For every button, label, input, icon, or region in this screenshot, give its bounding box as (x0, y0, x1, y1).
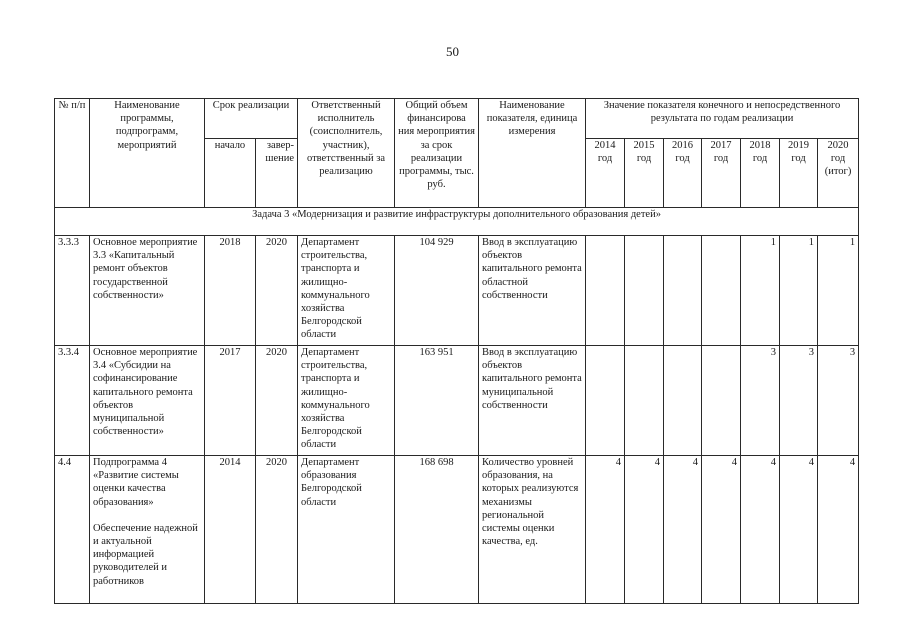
header-num: № п/п (55, 99, 90, 208)
row-value: 4 (664, 456, 702, 604)
row-value: 4 (818, 456, 859, 604)
row-funding: 163 951 (395, 346, 479, 456)
row-funding: 168 698 (395, 456, 479, 604)
header-period: Срок реализации (205, 99, 298, 139)
row-start: 2014 (205, 456, 256, 604)
row-value (664, 236, 702, 346)
task-title: Задача 3 «Модернизация и развитие инфраструктуры дополнительного образования детей» (55, 208, 859, 236)
row-value: 4 (741, 456, 780, 604)
row-value (586, 346, 625, 456)
row-value (702, 346, 741, 456)
row-value (625, 236, 664, 346)
task-row (55, 208, 859, 236)
row-num: 3.3.3 (55, 236, 90, 346)
row-num: 3.3.4 (55, 346, 90, 456)
header-name: Наименование программы, подпрограмм, мероприятий (90, 99, 205, 208)
header-values-title: Значение показателя конечного и непосредственного результата по годам реализации (586, 99, 859, 139)
header-year: 2014 год (586, 139, 625, 208)
row-executor: Департамент строительства, транспорта и жилищно-коммунального хозяйства Белгородской области (298, 236, 395, 346)
row-name: Подпрограмма 4 «Развитие системы оценки качества образования» (93, 457, 179, 508)
table-row (55, 236, 859, 346)
header-year: 2016 год (664, 139, 702, 208)
row-end: 2020 (256, 456, 298, 604)
header-indicator: Наименование показателя, единица измерения (479, 99, 586, 208)
row-value: 1 (780, 236, 818, 346)
page-number: 50 (446, 44, 459, 59)
header-year: 2018 год (741, 139, 780, 208)
row-value: 4 (780, 456, 818, 604)
row-value: 3 (818, 346, 859, 456)
row-end: 2020 (256, 346, 298, 456)
header-year: 2017 год (702, 139, 741, 208)
row-value (586, 236, 625, 346)
row-indicator: Количество уровней образования, на которых реализуются механизмы региональной системы оценки качества, ед. (479, 456, 586, 604)
row-start: 2018 (205, 236, 256, 346)
header-end: завер-шение (256, 139, 298, 208)
row-value: 4 (586, 456, 625, 604)
row-value: 4 (702, 456, 741, 604)
row-end: 2020 (256, 236, 298, 346)
row-name: Основное мероприятие 3.4 «Субсидии на софинансирование капитального ремонта объектов муниципальной собственности» (90, 346, 205, 456)
header-executor: Ответственный исполнитель (соисполнитель, участник), ответственный за реализацию (298, 99, 395, 208)
row-indicator: Ввод в эксплуатацию объектов капитального ремонта областной собственности (479, 236, 586, 346)
row-executor: Департамент образования Белгородской области (298, 456, 395, 604)
row-num: 4.4 (55, 456, 90, 604)
row-value: 3 (741, 346, 780, 456)
header-year: 2020 год (итог) (818, 139, 859, 208)
row-start: 2017 (205, 346, 256, 456)
row-name: Основное мероприятие 3.3 «Капитальный ремонт объектов государственной собственности» (90, 236, 205, 346)
row-funding: 104 929 (395, 236, 479, 346)
header-start: начало (205, 139, 256, 208)
table-row (55, 346, 859, 456)
row-value: 4 (625, 456, 664, 604)
table-row (55, 456, 859, 604)
program-table (54, 98, 859, 604)
row-name-cell (90, 456, 205, 604)
row-value: 3 (780, 346, 818, 456)
row-value: 1 (818, 236, 859, 346)
header-year: 2015 год (625, 139, 664, 208)
row-executor: Департамент строительства, транспорта и жилищно-коммунального хозяйства Белгородской области (298, 346, 395, 456)
row-name-extra: Обеспечение надежной и актуальной информацией руководителей и работников (93, 522, 198, 587)
header-funding: Общий объем финансирова ния мероприятия за срок реализации программы, тыс. руб. (395, 99, 479, 208)
row-value: 1 (741, 236, 780, 346)
header-year: 2019 год (780, 139, 818, 208)
row-value (625, 346, 664, 456)
row-indicator: Ввод в эксплуатацию объектов капитального ремонта муниципальной собственности (479, 346, 586, 456)
header-row-1 (55, 99, 859, 139)
row-value (664, 346, 702, 456)
row-value (702, 236, 741, 346)
